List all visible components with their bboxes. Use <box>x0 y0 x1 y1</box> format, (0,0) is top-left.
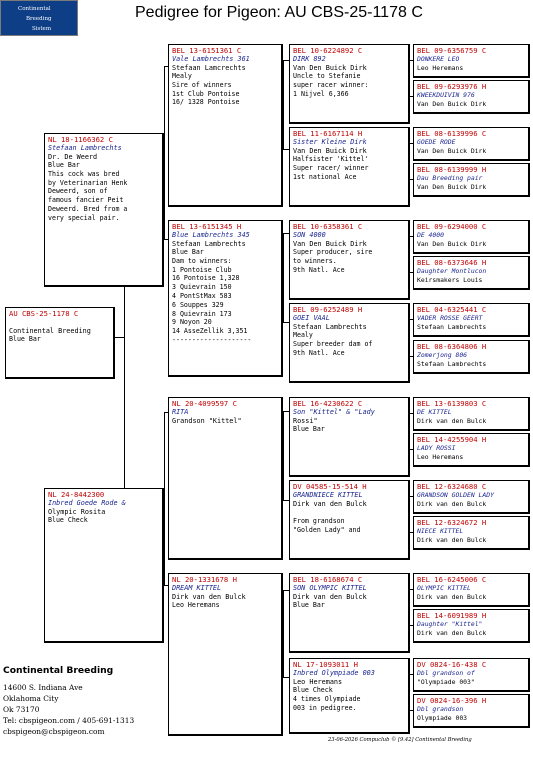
owner-name: Van Den Buick Dirk <box>293 239 367 248</box>
ring-number: NL 17-1093011 H <box>293 660 358 669</box>
spacer <box>9 318 110 327</box>
ring-number: BEL 08-6139996 C <box>417 129 487 138</box>
owner-name: Leo Heremans <box>417 63 464 72</box>
description-line: 1st Club Pontoise <box>172 89 240 98</box>
pigeon-name: Dbl grandson <box>417 705 464 713</box>
owner-name: Stefaan Lamcrechts <box>172 63 246 72</box>
connector-line <box>283 411 284 501</box>
pigeon-name: GOEI VAAL <box>293 314 330 322</box>
subject-box <box>5 307 115 379</box>
ring-number: BEL 08-6364806 H <box>417 342 487 351</box>
ring-number: DV 0824-16-438 C <box>417 660 487 669</box>
owner-name: Continental Breeding <box>9 326 91 335</box>
pigeon-name: GRANDSON GOLDEN LADY <box>417 491 494 499</box>
pigeon-name: SON OLYMPIC KITTEL <box>293 584 367 592</box>
description-line: 9th Natl. Ace <box>293 265 345 274</box>
owner-name: Leo Heremans <box>293 677 343 686</box>
description-line: 4 times Olympiade <box>293 694 361 703</box>
ring-number: BEL 13-6139803 C <box>417 399 487 408</box>
pigeon-name: Dau Breeding pair <box>417 174 483 182</box>
description-line: Sire of winners <box>172 80 232 89</box>
owner-name: Dr. De Weerd <box>48 152 98 161</box>
breeder-name: Continental Breeding <box>3 665 114 676</box>
pigeon-name: Daughter "Kittel" <box>417 620 483 628</box>
description-line: Blue Bar <box>9 335 41 344</box>
great-grandparent-box <box>289 658 410 734</box>
description-line: Super breeder dam of <box>293 339 373 348</box>
breeder-address-line: 14600 S. Indiana Ave <box>3 683 83 692</box>
ring-number: NL 18-1166362 C <box>48 135 113 144</box>
great-grandparent-box <box>289 303 410 383</box>
ring-number: BEL 13-6151345 H <box>172 222 242 231</box>
description-line: 9th Natl. Ace <box>293 348 345 357</box>
connector-line <box>164 66 165 239</box>
ring-number: BEL 09-6356759 C <box>417 46 487 55</box>
breeder-phone: Tel: cbspigeon.com / 405-691-1313 <box>3 716 135 725</box>
ggg-parent-box <box>413 573 530 607</box>
description-line: -------------------- <box>172 335 252 344</box>
ggg-parent-box <box>413 303 530 337</box>
ring-number: BEL 12-6324680 C <box>417 482 487 491</box>
ggg-parent-box <box>413 256 530 290</box>
pigeon-name: Inbred Olympiade 003 <box>293 669 375 677</box>
description-line <box>293 508 405 517</box>
owner-name: Dirk van den Bulck <box>417 416 487 425</box>
description-line: Mealy <box>172 72 192 80</box>
ring-number: BEL 11-6167114 H <box>293 129 363 138</box>
description-line: Leo Heremans <box>172 601 220 609</box>
pigeon-name: VADER ROSSE GEERT <box>417 314 483 322</box>
page-title: Pedigree for Pigeon: AU CBS-25-1178 C <box>135 4 423 21</box>
description-line: by Veterinarian Henk <box>48 178 128 187</box>
ggg-parent-box <box>413 80 530 114</box>
pigeon-name: DE KITTEL <box>417 408 452 416</box>
description-line: 6 Souppes 329 <box>172 300 224 309</box>
description-line: Dam to winners: <box>172 256 232 265</box>
owner-name: Dirk van den Bulck <box>417 499 487 508</box>
description-line: Uncle to Stefanie <box>293 72 361 80</box>
ring-number: BEL 16-6245006 C <box>417 575 487 584</box>
owner-name: Stefaan Lambrechts <box>417 359 487 368</box>
pigeon-name: DE 4000 <box>417 231 444 239</box>
sire-box <box>44 133 164 287</box>
grandparent-box <box>168 220 283 377</box>
ggg-parent-box <box>413 340 530 374</box>
owner-name: Olympiade 003 <box>417 713 468 722</box>
pigeon-name: DREAM KITTEL <box>172 584 222 592</box>
description-line: super racer winner: <box>293 80 369 89</box>
ring-number: BEL 18-6168674 C <box>293 575 363 584</box>
ring-number: BEL 16-4230622 C <box>293 399 363 408</box>
grandparent-box <box>168 573 283 736</box>
ggg-parent-box <box>413 433 530 467</box>
owner-name: Dirk van den Bulck <box>293 592 367 601</box>
ring-number: NL 20-1331678 H <box>172 575 237 584</box>
description-line: 16 Pontoise 1,328 <box>172 274 240 283</box>
owner-name: Dirk van den Bulck <box>172 592 246 601</box>
pigeon-name: Zomerjong 806 <box>417 351 468 359</box>
ring-number: BEL 08-6139999 H <box>417 165 487 174</box>
connector-line <box>115 337 124 338</box>
connector-line <box>164 412 165 585</box>
ring-number: BEL 09-6293976 H <box>417 82 487 91</box>
ring-number: DV 04585-15-514 H <box>293 482 367 491</box>
ggg-parent-box <box>413 658 530 692</box>
ggg-parent-box <box>413 163 530 197</box>
ring-number: NL 20-4099597 C <box>172 399 237 408</box>
pigeon-name: Blue Lambrechts 345 <box>172 231 250 239</box>
description-line: "Golden Lady" and <box>293 525 361 534</box>
owner-name: Van Den Buick Dirk <box>417 239 487 248</box>
great-grandparent-box <box>289 127 410 207</box>
ring-number: AU CBS-25-1178 C <box>9 309 79 318</box>
description-line: 1st national Ace <box>293 172 357 181</box>
description-line: 14 AsseZellik 3,351 <box>172 327 248 336</box>
owner-name: Keirsmakers Louis <box>417 275 483 284</box>
ring-number: BEL 13-6151361 C <box>172 46 242 55</box>
ggg-parent-box <box>413 694 530 728</box>
pigeon-name: OLYMPIC KITTEL <box>417 584 471 592</box>
ring-number: BEL 14-4255904 H <box>417 435 487 444</box>
ggg-parent-box <box>413 397 530 431</box>
pigeon-name: GOEDE RODE <box>417 138 456 146</box>
connector-line <box>283 590 284 678</box>
owner-name: Dirk van den Bulck <box>417 628 487 637</box>
owner-name: Grandson "Kittel" <box>172 416 242 425</box>
description-line: This cock was bred <box>48 169 120 178</box>
pigeon-name: Sister Kleine Dirk <box>293 138 367 146</box>
pigeon-name: Son "Kittel" & "Lady <box>293 408 375 416</box>
footer-text: 23-06-2026 Compuclub © [9.42] Continental Breeding <box>328 737 472 743</box>
description-line: 4 PontStMax 583 <box>172 291 232 300</box>
connector-line <box>283 233 284 323</box>
great-grandparent-box <box>289 480 410 560</box>
description-line: Blue Check <box>293 686 333 694</box>
grandparent-box <box>168 397 283 560</box>
owner-name: Dirk van den Bulck <box>417 592 487 601</box>
pigeon-name: Vale Lambrechts 361 <box>172 55 250 63</box>
breeder-address-line: Ok 73170 <box>3 705 40 714</box>
description-line: Blue Bar <box>172 248 204 256</box>
great-grandparent-box <box>289 44 410 124</box>
description-line: to winners. <box>293 256 337 265</box>
description-line: famous fancier Peit <box>48 196 124 205</box>
logo-line: Continental <box>18 6 51 12</box>
description-line: 9 Noyon 20 <box>172 318 212 327</box>
ring-number: DV 0824-16-396 H <box>417 696 487 705</box>
owner-name: Stefaan Lambrechts <box>293 322 367 331</box>
pigeon-name: DIRK 892 <box>293 55 326 63</box>
great-grandparent-box <box>289 220 410 300</box>
grandparent-box <box>168 44 283 207</box>
ring-number: BEL 12-6324672 H <box>417 518 487 527</box>
description-line: Blue Bar <box>293 601 325 609</box>
pigeon-name: Daughter Montlucon <box>417 267 487 275</box>
ggg-parent-box <box>413 127 530 161</box>
description-line: Super producer, sire <box>293 248 373 256</box>
owner-name: Stefaan Lambrechts <box>172 239 246 248</box>
description-line: Halfsister 'Kittel' <box>293 155 369 163</box>
pigeon-name: RITA <box>172 408 189 416</box>
ring-number: NL 24-8442300 <box>48 490 105 499</box>
description-line: very special pair. <box>48 213 120 222</box>
owner-name: Olympic Rosita <box>48 507 106 516</box>
pigeon-name: NIECE KITTEL <box>417 527 464 535</box>
ring-number: BEL 08-6373646 H <box>417 258 487 267</box>
owner-name: Van Den Buick Dirk <box>417 146 487 155</box>
description-line: Blue Bar <box>293 425 325 433</box>
owner-name: "Olympiade 003" <box>417 677 475 686</box>
ring-number: BEL 09-6294000 C <box>417 222 487 231</box>
description-line: Mealy <box>293 331 313 339</box>
owner-name: Dirk van den Bulck <box>293 499 367 508</box>
ring-number: BEL 04-6325441 C <box>417 305 487 314</box>
owner-name: Van Den Buick Dirk <box>417 99 487 108</box>
ggg-parent-box <box>413 609 530 643</box>
description-line: Deweerd. Bred from a <box>48 204 128 213</box>
owner-name: Dirk van den Bulck <box>417 535 487 544</box>
ggg-parent-box <box>413 516 530 550</box>
pigeon-name: KWEEKDUIVIN 976 <box>417 91 475 99</box>
owner-name: Stefaan Lambrechts <box>417 322 487 331</box>
ggg-parent-box <box>413 44 530 78</box>
description-line: Blue Check <box>48 516 88 524</box>
pigeon-name: DONKERE LEO <box>417 55 460 63</box>
description-line: 3 Quievrain 150 <box>172 283 232 292</box>
ggg-parent-box <box>413 480 530 514</box>
owner-name: Van Den Buick Dirk <box>417 182 487 191</box>
ring-number: BEL 10-6358361 C <box>293 222 363 231</box>
description-line: 003 in pedigree. <box>293 703 357 712</box>
ring-number: BEL 10-6224892 C <box>293 46 363 55</box>
dam-box <box>44 488 164 643</box>
description-line: 1 Nijvel 6,366 <box>293 89 349 98</box>
description-line: 1 Pontoise Club <box>172 265 232 274</box>
breeder-address-line: Oklahoma City <box>3 694 59 703</box>
description-line: Deweerd, son of <box>48 187 108 196</box>
logo-line: Sistem <box>32 26 52 32</box>
description-line: 8 Quievrain 173 <box>172 309 232 318</box>
logo <box>0 0 78 36</box>
ring-number: BEL 09-6252489 H <box>293 305 363 314</box>
owner-name: Van Den Buick Dirk <box>293 63 367 72</box>
pigeon-name: Stefaan Lambrechts <box>48 144 122 152</box>
breeder-email: cbspigeon@cbspigeon.com <box>3 727 105 736</box>
pigeon-name: GRANDNIECE KITTEL <box>293 491 363 499</box>
ggg-parent-box <box>413 220 530 254</box>
description-line: From grandson <box>293 516 345 525</box>
description-line: Blue Bar <box>48 161 80 169</box>
pigeon-name: Inbred Goede Rode & <box>48 499 126 507</box>
pigeon-name: SON 4000 <box>293 231 326 239</box>
ring-number: BEL 14-6091989 H <box>417 611 487 620</box>
owner-name: Leo Heremans <box>417 452 464 461</box>
pigeon-name: Dbl grandson of <box>417 669 475 677</box>
great-grandparent-box <box>289 573 410 653</box>
description-line: Super racer/ winner <box>293 163 369 172</box>
pigeon-name: LADY ROSSI <box>417 444 456 452</box>
description-line: 16/ 1328 Pontoise <box>172 98 240 107</box>
great-grandparent-box <box>289 397 410 477</box>
logo-line: Breeding <box>26 16 52 22</box>
connector-line <box>283 60 284 150</box>
owner-name: Van Den Buick Dirk <box>293 146 367 155</box>
owner-name: Rossi" <box>293 416 318 425</box>
